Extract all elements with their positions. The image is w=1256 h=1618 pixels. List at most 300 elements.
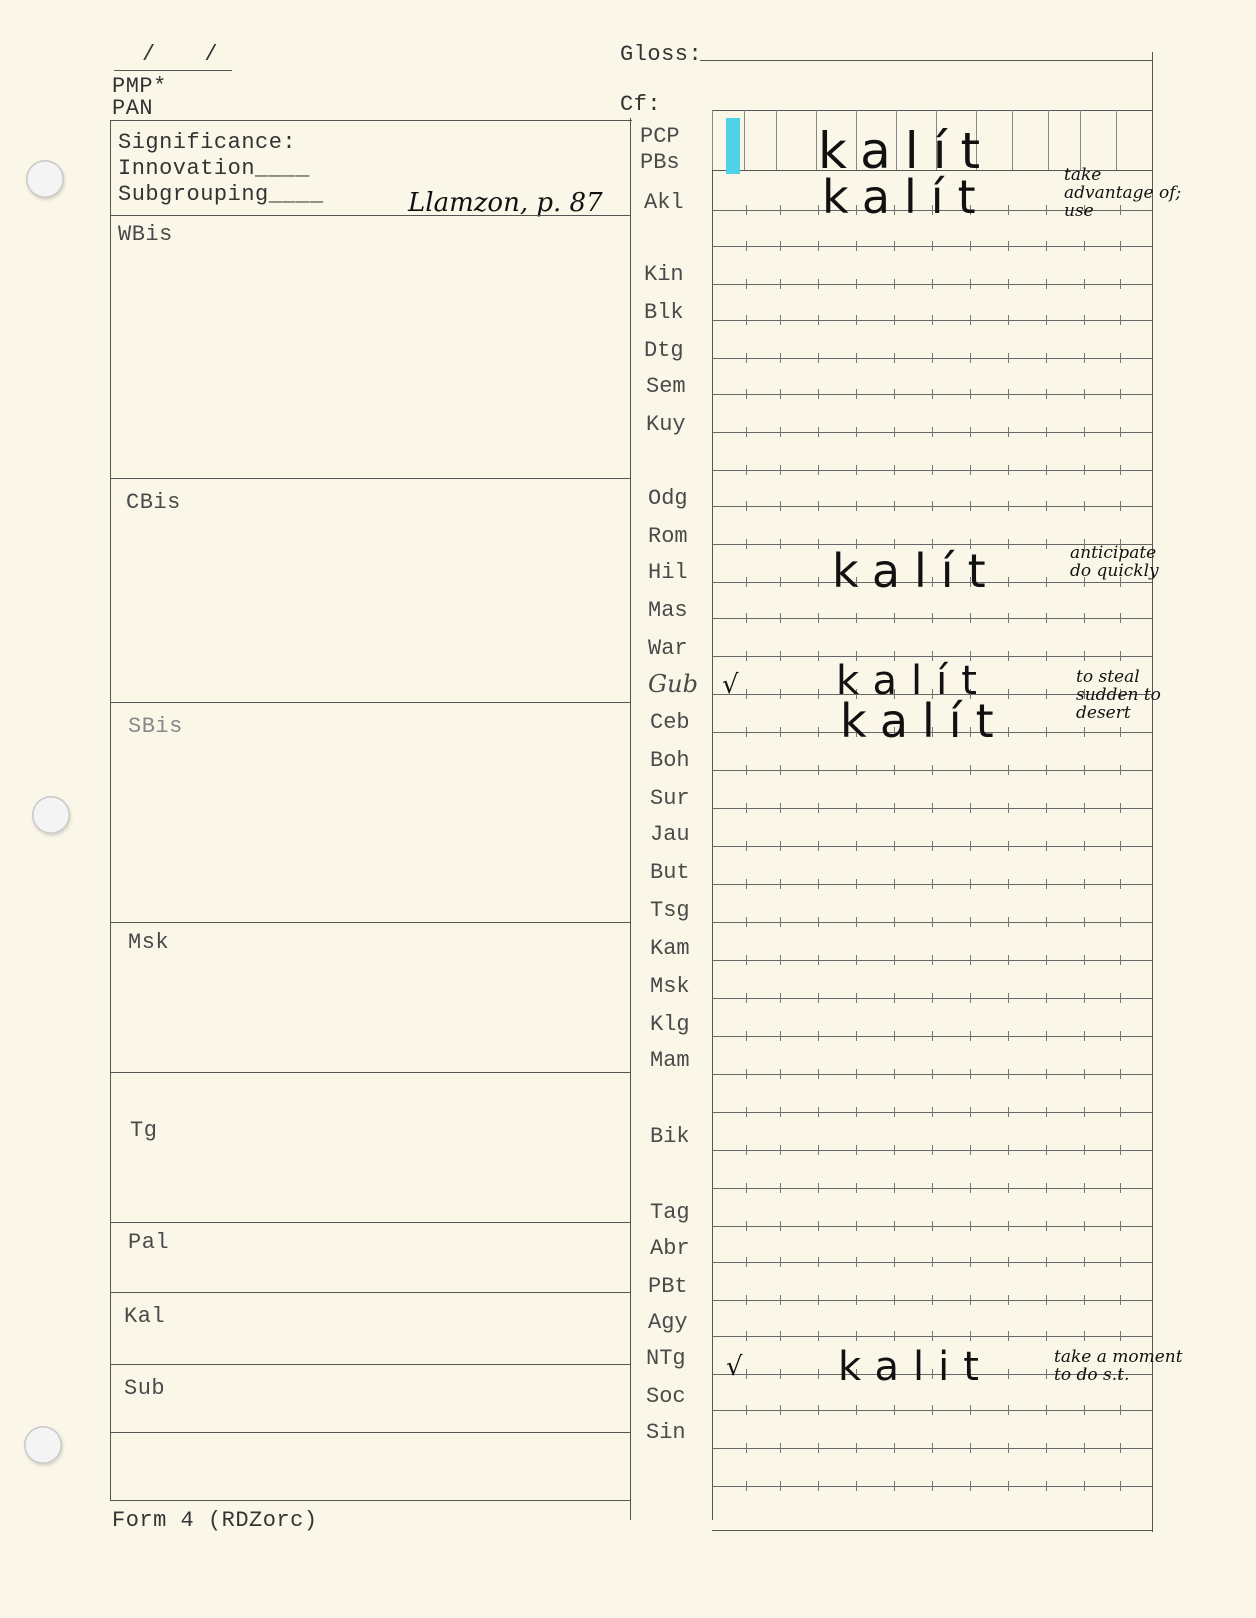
dialect-line-tick <box>1084 1331 1085 1341</box>
binder-hole-top <box>26 160 64 198</box>
dialect-line-tick <box>1046 241 1047 251</box>
dialect-line-tick <box>1084 1221 1085 1231</box>
lang-mas: Mas <box>648 598 688 623</box>
dialect-line-tick <box>1120 1221 1121 1231</box>
dialect-line-tick <box>894 765 895 775</box>
dialect-line-tick <box>932 1221 933 1231</box>
dialect-line-tick <box>1046 1405 1047 1415</box>
dialect-line-tick <box>1008 501 1009 511</box>
dialect-line-tick <box>818 353 819 363</box>
dialect-line-tick <box>1008 651 1009 661</box>
dialect-line-tick <box>1008 1069 1009 1079</box>
dialect-line-tick <box>1084 1481 1085 1491</box>
dialect-line-tick <box>932 389 933 399</box>
dialect-line-tick <box>894 501 895 511</box>
dialect-line-tick <box>856 1295 857 1305</box>
dialect-line-tick <box>1084 353 1085 363</box>
dialect-line-tick <box>1008 353 1009 363</box>
binder-hole-bottom <box>24 1426 62 1464</box>
dialect-line-tick <box>970 955 971 965</box>
dialect-line-tick <box>1120 1443 1121 1453</box>
dialect-line-tick <box>856 279 857 289</box>
dialect-line-tick <box>818 465 819 475</box>
dialect-line-tick <box>932 501 933 511</box>
dialect-line-tick <box>780 841 781 851</box>
dialect-line-tick <box>970 1405 971 1415</box>
lang-war: War <box>648 636 688 661</box>
dialect-line-tick <box>894 1257 895 1267</box>
dialect-line-tick <box>780 1183 781 1193</box>
dialect-line-tick <box>1084 1031 1085 1041</box>
dialect-line-tick <box>818 279 819 289</box>
dialect-line-tick <box>1046 613 1047 623</box>
dialect-line-tick <box>1046 1369 1047 1379</box>
lang-tag: Tag <box>650 1200 690 1225</box>
dialect-line-tick <box>1046 427 1047 437</box>
dialect-line-tick <box>746 1481 747 1491</box>
dialect-line-tick <box>818 241 819 251</box>
dialect-line-tick <box>1120 279 1121 289</box>
dialect-line-tick <box>970 917 971 927</box>
lang-dtg: Dtg <box>644 338 684 363</box>
lang-odg: Odg <box>648 486 688 511</box>
lang-ceb: Ceb <box>650 710 690 735</box>
dialect-line-tick <box>1120 1107 1121 1117</box>
dialect-line-tick <box>1008 765 1009 775</box>
dialect-line-tick <box>856 353 857 363</box>
dialect-line-tick <box>970 501 971 511</box>
dialect-line-tick <box>856 1443 857 1453</box>
dialect-line-tick <box>1120 501 1121 511</box>
dialect-line-tick <box>970 465 971 475</box>
dialect-line-tick <box>1046 917 1047 927</box>
dialect-line-tick <box>856 315 857 325</box>
pan-label: PAN <box>112 96 154 121</box>
group-label-msk: Msk <box>128 930 170 955</box>
dialect-line-tick <box>894 1295 895 1305</box>
dialect-line-tick <box>1084 241 1085 251</box>
dialect-line-tick <box>1084 1257 1085 1267</box>
dialect-line-tick <box>856 1145 857 1155</box>
dialect-line-tick <box>970 613 971 623</box>
cf-label: Cf: <box>620 92 662 117</box>
dialect-line-tick <box>1084 1145 1085 1155</box>
dialect-line-tick <box>932 993 933 1003</box>
dialect-line-tick <box>970 389 971 399</box>
dialect-line-tick <box>856 1221 857 1231</box>
lang-klg: Klg <box>650 1012 690 1037</box>
dialect-line-tick <box>780 1107 781 1117</box>
dialect-line-tick <box>1046 803 1047 813</box>
dialect-line-tick <box>818 315 819 325</box>
dialect-line-tick <box>1046 279 1047 289</box>
dialect-line-tick <box>818 501 819 511</box>
group-divider-2 <box>110 702 630 703</box>
dialect-line-tick <box>1008 1107 1009 1117</box>
lang-agy: Agy <box>648 1310 688 1335</box>
dialect-line-tick <box>746 389 747 399</box>
dialect-line-tick <box>894 279 895 289</box>
dialect-line-tick <box>818 1443 819 1453</box>
dialect-line-tick <box>780 1405 781 1415</box>
dialect-line-tick <box>1084 993 1085 1003</box>
group-divider-6 <box>110 1292 630 1293</box>
dialect-line-tick <box>1008 1443 1009 1453</box>
dialect-line-tick <box>818 1481 819 1491</box>
dialect-line-tick <box>780 501 781 511</box>
dialect-line-tick <box>894 1331 895 1341</box>
dialect-line-tick <box>1008 803 1009 813</box>
ntg-checkmark: √ <box>726 1352 743 1382</box>
dialect-line-tick <box>856 803 857 813</box>
dialect-line-tick <box>818 1405 819 1415</box>
dialect-line-tick <box>1084 465 1085 475</box>
dialect-line-tick <box>818 727 819 737</box>
pcp-grid-cell-divider <box>1080 110 1081 170</box>
dialect-line-tick <box>1046 689 1047 699</box>
dialect-line-tick <box>746 917 747 927</box>
reference-note: Llamzon, p. 87 <box>408 188 603 218</box>
dialect-line-tick <box>1120 1183 1121 1193</box>
dialect-line-tick <box>932 1069 933 1079</box>
dialect-line-tick <box>1008 315 1009 325</box>
dialect-line-tick <box>746 353 747 363</box>
dialect-line-tick <box>1008 1481 1009 1491</box>
dialect-line-tick <box>1046 879 1047 889</box>
dialect-line-tick <box>1120 1145 1121 1155</box>
dialect-line-tick <box>894 1183 895 1193</box>
dialect-line-tick <box>1046 1295 1047 1305</box>
dialect-line-tick <box>1046 651 1047 661</box>
frame-left-line <box>110 120 111 1500</box>
dialect-line-tick <box>932 613 933 623</box>
dialect-line-tick <box>894 1405 895 1415</box>
pcp-grid-cell-divider <box>744 110 745 170</box>
dialect-line-tick <box>1120 727 1121 737</box>
dialect-line-tick <box>856 1405 857 1415</box>
lang-rom: Rom <box>648 524 688 549</box>
dialect-line-tick <box>970 315 971 325</box>
dialect-line-tick <box>894 613 895 623</box>
dialect-line-tick <box>1008 1183 1009 1193</box>
group-label-kal: Kal <box>124 1304 166 1329</box>
form-footer: Form 4 (RDZorc) <box>112 1508 318 1533</box>
group-divider-4 <box>110 1072 630 1073</box>
group-divider-8 <box>110 1432 630 1433</box>
dialect-line-tick <box>932 1031 933 1041</box>
lang-but: But <box>650 860 690 885</box>
dialect-line-tick <box>780 1295 781 1305</box>
dialect-line-tick <box>1046 577 1047 587</box>
dialect-line-tick <box>1120 427 1121 437</box>
dialect-line-tick <box>818 1183 819 1193</box>
dialect-line-tick <box>970 241 971 251</box>
gub-form: kalít <box>836 658 991 704</box>
dialect-line-tick <box>818 1145 819 1155</box>
dialect-line-tick <box>1084 1183 1085 1193</box>
dialect-line-tick <box>780 539 781 549</box>
lang-kam: Kam <box>650 936 690 961</box>
dialect-line-tick <box>856 465 857 475</box>
dialect-line-tick <box>1084 955 1085 965</box>
dialect-line-tick <box>746 1145 747 1155</box>
dialect-line-tick <box>970 1221 971 1231</box>
dialect-line-tick <box>932 1107 933 1117</box>
dialect-line-tick <box>1120 1257 1121 1267</box>
group-label-sub: Sub <box>124 1376 166 1401</box>
dialect-line-tick <box>856 501 857 511</box>
dialect-line-tick <box>780 879 781 889</box>
lang-kin: Kin <box>644 262 684 287</box>
dialect-line-tick <box>932 353 933 363</box>
dialect-line-tick <box>746 539 747 549</box>
dialect-line-tick <box>1084 651 1085 661</box>
dialect-line-tick <box>746 279 747 289</box>
dialect-line-tick <box>1120 879 1121 889</box>
dialect-line-tick <box>1008 1405 1009 1415</box>
dialect-line-tick <box>1120 841 1121 851</box>
dialect-line-tick <box>1120 917 1121 927</box>
dialect-line-tick <box>932 803 933 813</box>
dialect-line-tick <box>818 993 819 1003</box>
dialect-line-tick <box>780 205 781 215</box>
dialect-line-tick <box>746 613 747 623</box>
dialect-line-tick <box>932 241 933 251</box>
dialect-line-tick <box>780 1221 781 1231</box>
dialect-line-tick <box>780 465 781 475</box>
dialect-line-tick <box>1120 1331 1121 1341</box>
group-divider-7 <box>110 1364 630 1365</box>
dialect-line-tick <box>1084 1069 1085 1079</box>
pcp-grid-cell-divider <box>1012 110 1013 170</box>
gub-gloss-note: to steal sudden to desert <box>1076 667 1161 723</box>
dialect-line-tick <box>1008 1145 1009 1155</box>
dialect-line-tick <box>746 993 747 1003</box>
dialect-line-tick <box>932 955 933 965</box>
hil-form: kalít <box>832 544 1000 598</box>
dialect-line-tick <box>1046 1443 1047 1453</box>
dialect-line-tick <box>932 1145 933 1155</box>
hil-gloss-note: anticipate do quickly <box>1070 543 1159 581</box>
dialect-line-tick <box>1084 315 1085 325</box>
gub-checkmark: √ <box>722 670 739 700</box>
dialect-line-tick <box>1008 539 1009 549</box>
dialect-line-tick <box>780 1331 781 1341</box>
group-divider-1 <box>110 478 630 479</box>
dialect-line-tick <box>1046 1107 1047 1117</box>
dialect-line-tick <box>1008 389 1009 399</box>
lang-pbt: PBt <box>648 1274 688 1299</box>
dialect-line-tick <box>894 353 895 363</box>
dialect-line-tick <box>1008 955 1009 965</box>
dialect-line-tick <box>970 765 971 775</box>
dialect-line-tick <box>746 1443 747 1453</box>
ceb-form: kalít <box>840 694 1008 748</box>
date-underline <box>114 70 232 71</box>
dialect-line-tick <box>1008 879 1009 889</box>
dialect-line-tick <box>970 353 971 363</box>
dialect-line-tick <box>780 803 781 813</box>
dialect-line-tick <box>1120 241 1121 251</box>
ntg-gloss-note: take a moment to do s.t. <box>1054 1347 1183 1385</box>
innovation-label: Innovation____ <box>118 156 310 181</box>
dialect-line-tick <box>780 727 781 737</box>
dialect-line-tick <box>818 765 819 775</box>
dialect-line-tick <box>818 917 819 927</box>
dialect-line-tick <box>780 279 781 289</box>
dialect-line-tick <box>894 1443 895 1453</box>
dialect-line-tick <box>1120 803 1121 813</box>
dialect-line-tick <box>1008 205 1009 215</box>
dialect-line-tick <box>970 879 971 889</box>
dialect-line-tick <box>1046 315 1047 325</box>
dialect-line-tick <box>1120 651 1121 661</box>
dialect-line-tick <box>746 1107 747 1117</box>
dialect-line-tick <box>746 1331 747 1341</box>
dialect-line-tick <box>1008 613 1009 623</box>
dialect-line-tick <box>780 1369 781 1379</box>
dialect-line-tick <box>856 1331 857 1341</box>
dialect-line-tick <box>856 1481 857 1491</box>
dialect-line-tick <box>970 1183 971 1193</box>
dialect-line-tick <box>1008 1221 1009 1231</box>
dialect-line-tick <box>894 389 895 399</box>
dialect-line-tick <box>780 1145 781 1155</box>
dialect-line-tick <box>780 1031 781 1041</box>
dialect-line-tick <box>932 1295 933 1305</box>
dialect-line-tick <box>1046 1183 1047 1193</box>
dialect-line-tick <box>1046 1221 1047 1231</box>
dialect-line-tick <box>856 841 857 851</box>
dialect-line-tick <box>932 1331 933 1341</box>
lang-gub: Gub <box>648 670 698 698</box>
dialect-line-tick <box>856 879 857 889</box>
dialect-line-tick <box>1120 389 1121 399</box>
dialect-line-tick <box>1046 1069 1047 1079</box>
pmp-label: PMP* <box>112 74 167 99</box>
dialect-line-tick <box>1120 955 1121 965</box>
dialect-line-tick <box>970 1481 971 1491</box>
frame-bottom-line-right <box>712 1530 1152 1531</box>
dialect-line-tick <box>818 841 819 851</box>
dialect-line-tick <box>894 803 895 813</box>
significance-divider <box>110 215 630 216</box>
dialect-line-tick <box>1046 389 1047 399</box>
dialect-line-tick <box>1046 1145 1047 1155</box>
dialect-line-tick <box>856 1107 857 1117</box>
dialect-line-tick <box>780 651 781 661</box>
dialect-line-tick <box>1120 613 1121 623</box>
lang-jau: Jau <box>650 822 690 847</box>
group-divider-3 <box>110 922 630 923</box>
lang-blk: Blk <box>644 300 684 325</box>
dialect-line-tick <box>856 241 857 251</box>
dialect-line-tick <box>1046 1331 1047 1341</box>
group-label-tg: Tg <box>130 1118 158 1143</box>
dialect-line-tick <box>1084 1295 1085 1305</box>
dialect-line-tick <box>856 613 857 623</box>
dialect-line-tick <box>932 765 933 775</box>
lang-sur: Sur <box>650 786 690 811</box>
lang-msk: Msk <box>650 974 690 999</box>
dialect-line-tick <box>970 1295 971 1305</box>
dialect-line-tick <box>818 427 819 437</box>
dialect-line-tick <box>818 1295 819 1305</box>
dialect-line-tick <box>1046 353 1047 363</box>
dialect-line-tick <box>1084 803 1085 813</box>
dialect-line-tick <box>818 1107 819 1117</box>
dialect-line-tick <box>780 993 781 1003</box>
pcp-highlight-cell <box>726 118 740 174</box>
dialect-line-tick <box>894 917 895 927</box>
dialect-line-tick <box>1008 841 1009 851</box>
dialect-line-tick <box>1084 917 1085 927</box>
dialect-line-tick <box>1084 879 1085 889</box>
dialect-line-tick <box>818 539 819 549</box>
dialect-line-tick <box>1046 1481 1047 1491</box>
dialect-line-tick <box>818 205 819 215</box>
dialect-line-tick <box>1046 727 1047 737</box>
pcp-grid-cell-divider <box>1116 110 1117 170</box>
dialect-line-tick <box>1046 205 1047 215</box>
lang-bik: Bik <box>650 1124 690 1149</box>
dialect-line-tick <box>1008 917 1009 927</box>
dialect-line-tick <box>1008 1031 1009 1041</box>
dialect-line-tick <box>780 1069 781 1079</box>
dialect-line-tick <box>1084 765 1085 775</box>
dialect-line-tick <box>1120 315 1121 325</box>
dialect-line-tick <box>818 651 819 661</box>
dialect-line-tick <box>746 1183 747 1193</box>
dialect-line-tick <box>856 389 857 399</box>
dialect-line-tick <box>780 389 781 399</box>
dialect-line-tick <box>1120 1069 1121 1079</box>
dialect-line-tick <box>856 1183 857 1193</box>
dialect-line-tick <box>894 241 895 251</box>
dialect-line-tick <box>1046 1257 1047 1267</box>
dialect-line-tick <box>970 1257 971 1267</box>
dialect-line-tick <box>746 241 747 251</box>
subgrouping-label: Subgrouping____ <box>118 182 324 207</box>
lang-mam: Mam <box>650 1048 690 1073</box>
dialect-line-tick <box>970 1331 971 1341</box>
dialect-line-tick <box>1008 427 1009 437</box>
lang-hil: Hil <box>648 560 688 585</box>
date-field: / / <box>142 42 236 67</box>
dialect-line-tick <box>970 993 971 1003</box>
dialect-line-tick <box>780 765 781 775</box>
dialect-line-tick <box>856 1031 857 1041</box>
dialect-line-tick <box>818 1369 819 1379</box>
gloss-line <box>700 60 1152 61</box>
dialect-line-tick <box>746 205 747 215</box>
dialect-line-tick <box>1084 501 1085 511</box>
dialect-line-tick <box>932 841 933 851</box>
dialect-line-tick <box>932 1183 933 1193</box>
lang-ntg: NTg <box>646 1346 686 1371</box>
dialect-line-tick <box>1120 993 1121 1003</box>
dialect-line-tick <box>780 241 781 251</box>
dialect-line-tick <box>746 765 747 775</box>
dialect-line-tick <box>970 1069 971 1079</box>
dialect-line-tick <box>1120 353 1121 363</box>
dialect-line-tick <box>970 427 971 437</box>
dialect-line-tick <box>1120 1031 1121 1041</box>
dialect-line-tick <box>932 465 933 475</box>
dialect-line-tick <box>932 879 933 889</box>
dialect-line-tick <box>1120 765 1121 775</box>
dialect-line-tick <box>780 353 781 363</box>
